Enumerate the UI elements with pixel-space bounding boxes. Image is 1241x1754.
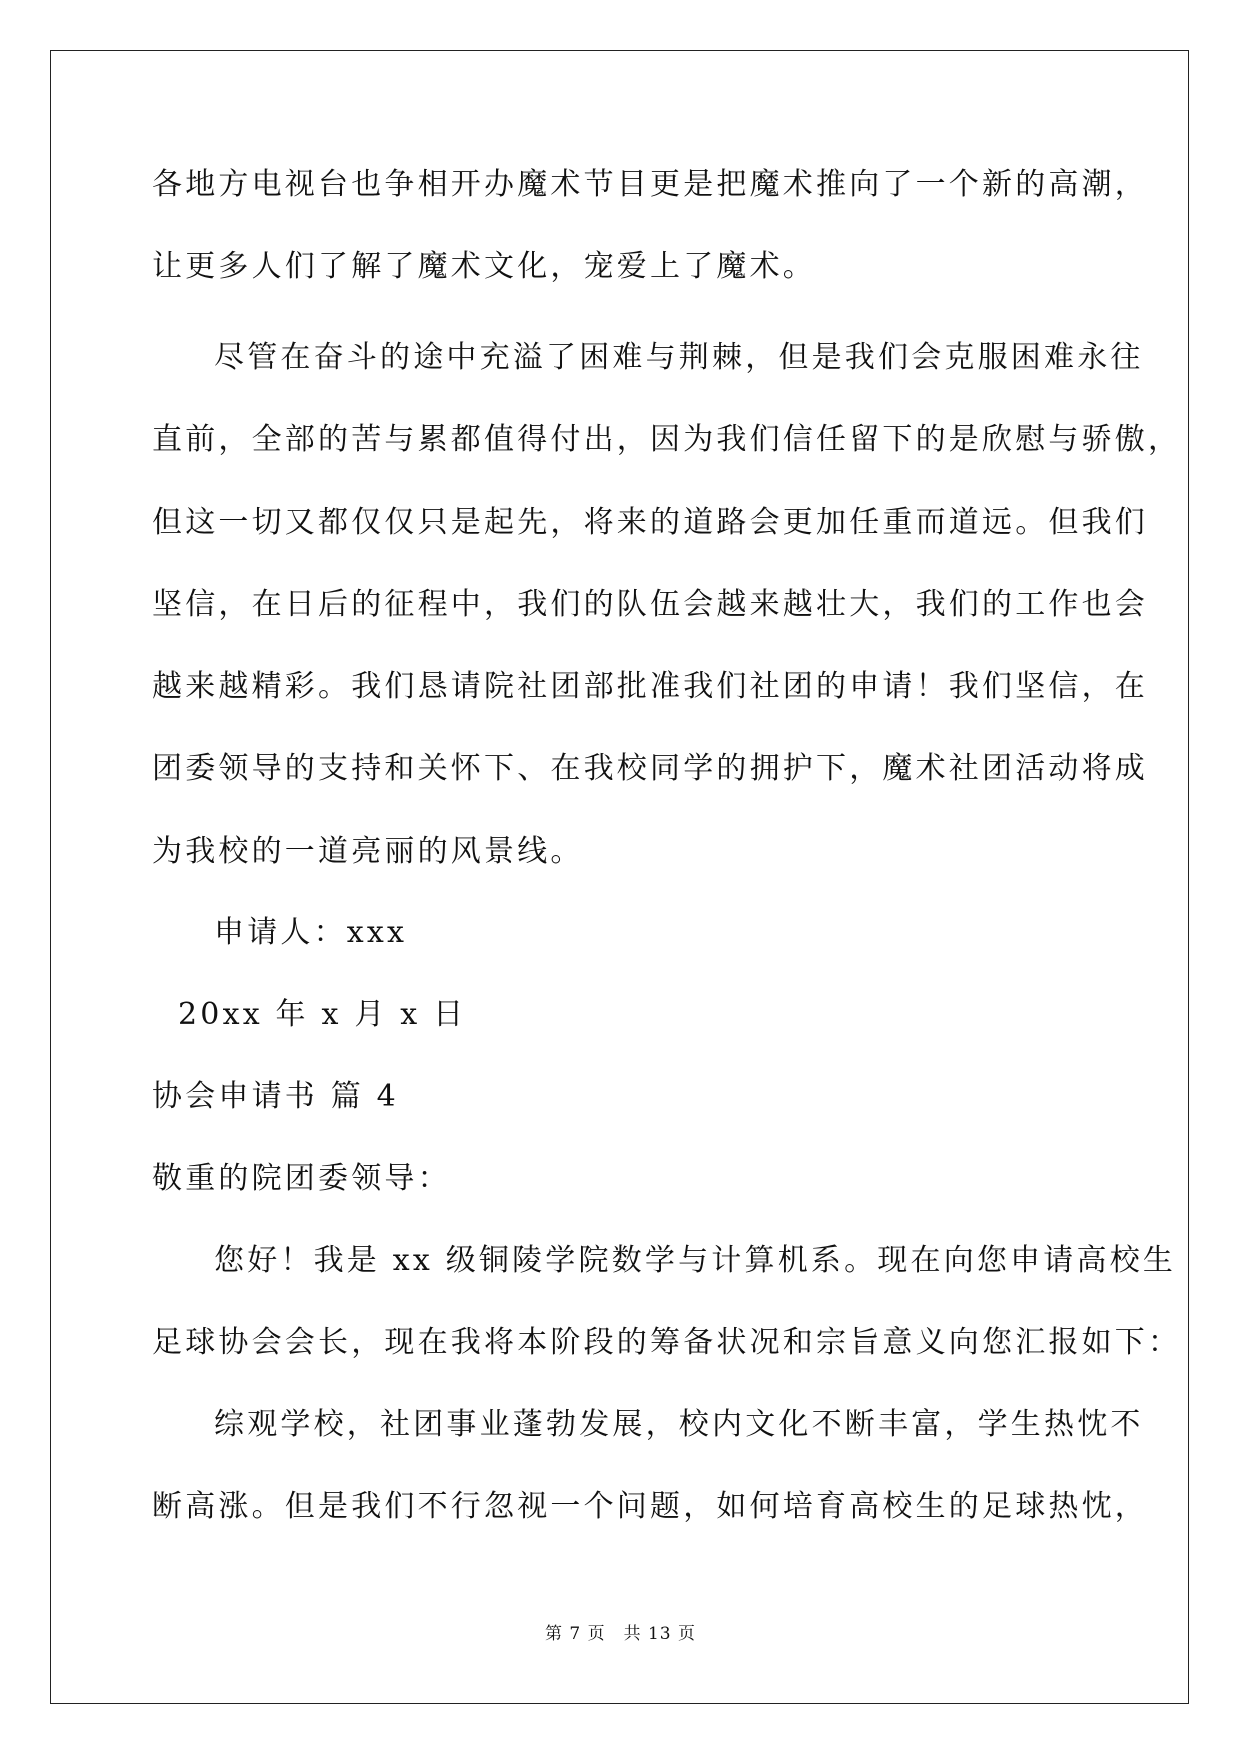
body-line: 越来越精彩。我们恳请院社团部批准我们社团的申请！我们坚信，在 bbox=[152, 669, 1148, 704]
body-line: 各地方电视台也争相开办魔术节目更是把魔术推向了一个新的高潮， bbox=[152, 167, 1148, 202]
body-line: 断高涨。但是我们不行忽视一个问题，如何培育高校生的足球热忱， bbox=[152, 1489, 1148, 1524]
section-heading: 协会申请书 篇 4 bbox=[152, 1079, 399, 1114]
body-line: 直前，全部的苦与累都值得付出，因为我们信任留下的是欣慰与骄傲， bbox=[152, 422, 1182, 457]
applicant-signature: 申请人：xxx bbox=[214, 915, 408, 950]
salutation: 敬重的院团委领导： bbox=[152, 1161, 451, 1196]
body-line: 足球协会会长，现在我将本阶段的筹备状况和宗旨意义向您汇报如下： bbox=[152, 1325, 1182, 1360]
body-line: 团委领导的支持和关怀下、在我校同学的拥护下，魔术社团活动将成 bbox=[152, 751, 1148, 786]
page-number: 第 7 页 共 13 页 bbox=[544, 1624, 697, 1644]
body-line: 为我校的一道亮丽的风景线。 bbox=[152, 834, 584, 869]
body-line: 尽管在奋斗的途中充溢了困难与荆棘，但是我们会克服困难永往 bbox=[214, 340, 1144, 375]
body-line: 综观学校，社团事业蓬勃发展，校内文化不断丰富，学生热忱不 bbox=[214, 1407, 1144, 1442]
page-border bbox=[50, 50, 1189, 1704]
body-line: 让更多人们了解了魔术文化，宠爱上了魔术。 bbox=[152, 249, 816, 284]
body-line: 但这一切又都仅仅只是起先，将来的道路会更加任重而道远。但我们 bbox=[152, 505, 1148, 540]
application-date: 20xx 年 x 月 x 日 bbox=[178, 997, 467, 1032]
body-line: 您好！我是 xx 级铜陵学院数学与计算机系。现在向您申请高校生 bbox=[214, 1243, 1177, 1278]
body-line: 坚信，在日后的征程中，我们的队伍会越来越壮大，我们的工作也会 bbox=[152, 587, 1148, 622]
